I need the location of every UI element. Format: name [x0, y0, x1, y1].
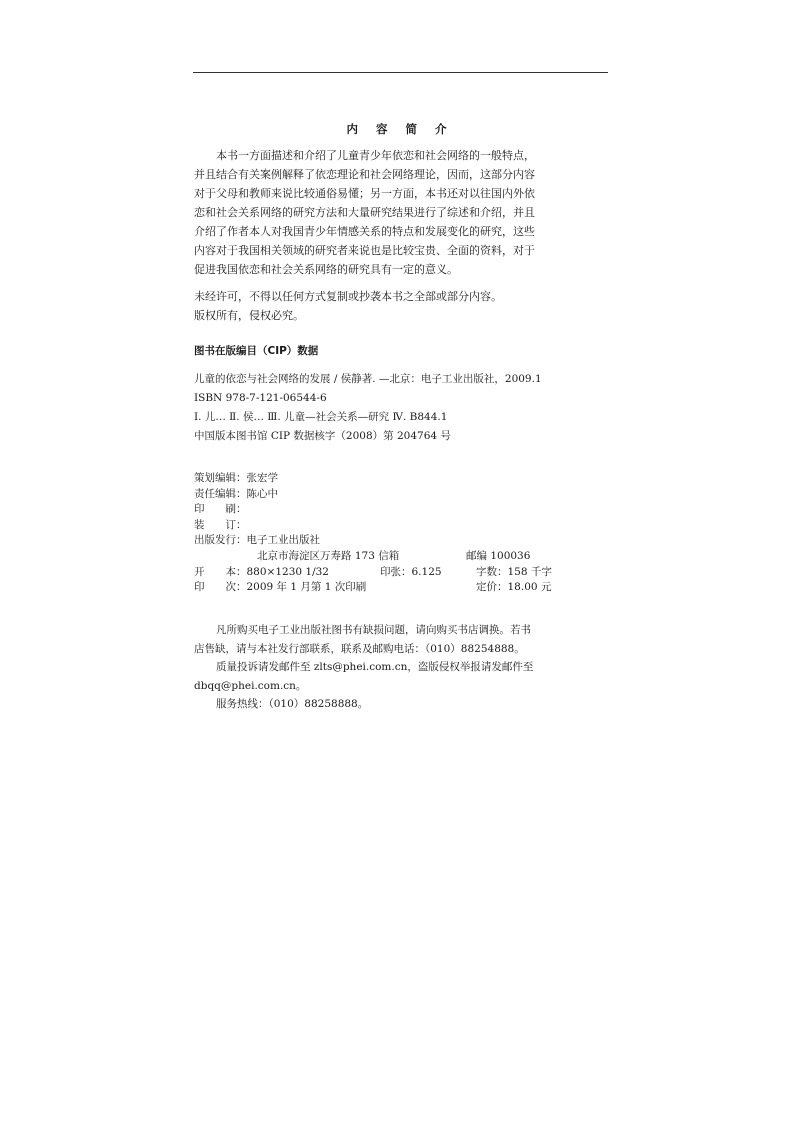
summary-line: 恋和社会关系网络的研究方法和大量研究结果进行了综述和介绍，并且	[194, 206, 535, 219]
summary-line: 本书一方面描述和介绍了儿童青少年依恋和社会网络的一般特点，	[216, 149, 535, 162]
address: 北京市海淀区万寿路 173 信箱	[257, 549, 400, 562]
cip-line: ISBN 978-7-121-06544-6	[194, 392, 327, 404]
summary-line: 内容对于我国相关领域的研究者来说也是比较宝贵、全面的资料，对于	[194, 244, 535, 257]
notice-line: 质量投诉请发邮件至 zlts@phei.com.cn，盗版侵权举报请发邮件至	[216, 661, 534, 673]
copyright-notice	[194, 287, 502, 325]
summary-line: 并且结合有关案例解释了依恋理论和社会网络理论，因而，这部分内容	[194, 168, 535, 181]
price: 定价：18.00 元	[476, 581, 552, 594]
book-format: 开 本：880×1230 1/32	[194, 565, 329, 578]
cip-line: 儿童的依恋与社会网络的发展 / 侯静著. —北京：电子工业出版社，2009.1	[194, 373, 542, 385]
copyright-line: 版权所有，侵权必究。	[194, 309, 304, 322]
binding-field: 装 订：	[194, 518, 247, 531]
planning-editor: 策划编辑：张宏学	[194, 472, 278, 484]
cip-line: 中国版本图书馆 CIP 数据核字（2008）第 204764 号	[194, 430, 451, 442]
postcode: 邮编 100036	[466, 549, 531, 562]
printed-sheets: 印张：6.125	[380, 565, 442, 578]
copyright-line: 未经许可，不得以任何方式复制或抄袭本书之全部或部分内容。	[194, 290, 502, 303]
word-count: 字数：158 千字	[476, 565, 552, 578]
responsible-editor: 责任编辑：陈心中	[194, 487, 278, 500]
top-rule	[193, 72, 608, 73]
page-title: 内 容 简 介	[346, 122, 454, 136]
summary-line: 对于父母和教师来说比较通俗易懂；另一方面，本书还对以往国内外依	[194, 187, 535, 200]
imprint-block	[194, 471, 604, 596]
notice-line: 店售缺，请与本社发行部联系，联系及邮购电话：（010）88254888。	[194, 642, 525, 655]
notice-line: 凡所购买电子工业出版社图书有缺损问题，请向购买书店调换。若书	[216, 624, 531, 636]
publisher: 出版发行：电子工业出版社	[194, 534, 320, 547]
printing-edition: 印 次：2009 年 1 月第 1 次印刷	[194, 581, 367, 594]
notice-line: dbqq@phei.com.cn。	[194, 679, 307, 692]
cip-heading: 图书在版编目（CIP）数据	[194, 345, 319, 357]
cip-block	[194, 370, 542, 446]
printing-field: 印 刷：	[194, 503, 247, 516]
notice-line: 服务热线：（010）88258888。	[216, 698, 369, 710]
service-notice	[194, 621, 533, 714]
summary-line: 介绍了作者本人对我国青少年情感关系的特点和发展变化的研究，这些	[194, 225, 535, 238]
summary	[194, 146, 535, 279]
cip-line: Ⅰ. 儿… Ⅱ. 侯… Ⅲ. 儿童—社会关系—研究 Ⅳ. B844.1	[194, 411, 448, 423]
summary-line: 促进我国依恋和社会关系网络的研究具有一定的意义。	[194, 263, 458, 276]
